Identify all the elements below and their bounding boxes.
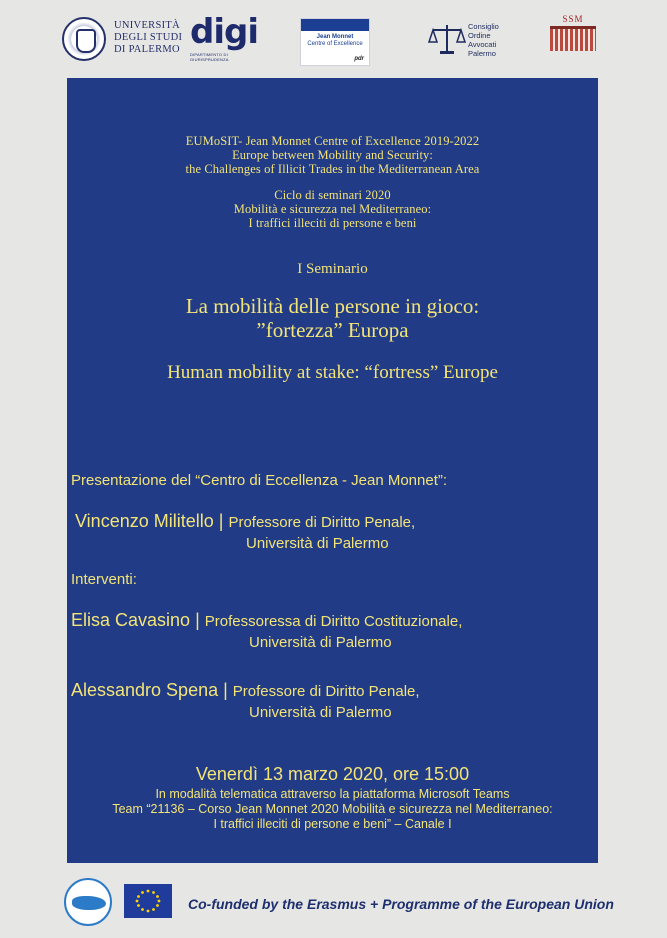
building-icon [550, 26, 596, 51]
centre-header: EUMoSIT- Jean Monnet Centre of Excellence 2019-2022 Europe between Mobility and Security: the Challenges of Illicit Trades in the Mediterranean Area [185, 134, 480, 176]
speaker-affiliation: Università di Palermo [246, 535, 389, 552]
ordine-avvocati-name: Consiglio Ordine Avvocati Palermo [468, 22, 499, 58]
footer [0, 870, 667, 938]
speaker-cavasino: Elisa Cavasino | Professoressa di Diritto Costituzionale, [71, 610, 463, 630]
interventions-label: Interventi: [71, 571, 137, 588]
poster-panel [67, 78, 598, 863]
scales-of-justice-icon [428, 22, 466, 56]
university-name: UNIVERSITÀ DEGLI STUDI DI PALERMO [114, 20, 183, 55]
jean-monnet-centre-logo: Jean Monnet Centre of Excellence pdr [300, 18, 370, 66]
speaker-role: Professore di Diritto Penale, [228, 514, 416, 531]
ssm-logo: SSM [546, 14, 600, 66]
seminar-english-title: Human mobility at stake: “fortress” Europe [167, 362, 498, 383]
consiglio-ordine-avvocati-logo [426, 14, 522, 66]
university-of-palermo-logo [60, 14, 183, 66]
university-seal-icon [62, 17, 106, 61]
event-details: In modalità telematica attraverso la piattaforma Microsoft Teams Team “21136 – Corso Jean Monnet 2020 Mobilità e sicurezza nel Mediterraneo: I traffici illeciti di persone e beni” – Canale I [112, 787, 553, 831]
cofunded-statement: Co-funded by the Erasmus + Programme of the European Union [188, 896, 614, 912]
speaker-affiliation: Università di Palermo [249, 704, 392, 721]
speaker-militello: Vincenzo Militello | Professore di Diritto Penale, [75, 511, 416, 531]
logo-bar [0, 0, 667, 78]
digi-wordmark: digi [190, 12, 258, 52]
speaker-spena: Alessandro Spena | Professore di Diritto Penale, [71, 680, 420, 700]
seminar-title: La mobilità delle persone in gioco: ”fortezza” Europa [185, 294, 480, 342]
presentation-label: Presentazione del “Centro di Eccellenza - Jean Monnet”: [71, 472, 448, 489]
event-date: Venerdì 13 marzo 2020, ore 15:00 [195, 764, 470, 784]
speaker-name: Vincenzo Militello [75, 511, 214, 531]
mediterranean-map-logo [64, 878, 112, 926]
digi-subtitle: DIPARTIMENTO DI GIURISPRUDENZA [190, 52, 229, 62]
speaker-affiliation: Università di Palermo [249, 634, 392, 651]
speaker-role: Professore di Diritto Penale, [232, 683, 420, 700]
speaker-name: Alessandro Spena [71, 680, 219, 700]
eu-flag-icon [124, 884, 172, 918]
seminar-number: I Seminario [297, 261, 368, 277]
speaker-role: Professoressa di Diritto Costituzionale, [204, 613, 463, 630]
seminar-cycle: Ciclo di seminari 2020 Mobilità e sicurezza nel Mediterraneo: I traffici illeciti di persone e beni [233, 188, 432, 230]
digi-logo [190, 14, 262, 66]
speaker-name: Elisa Cavasino [71, 610, 191, 630]
